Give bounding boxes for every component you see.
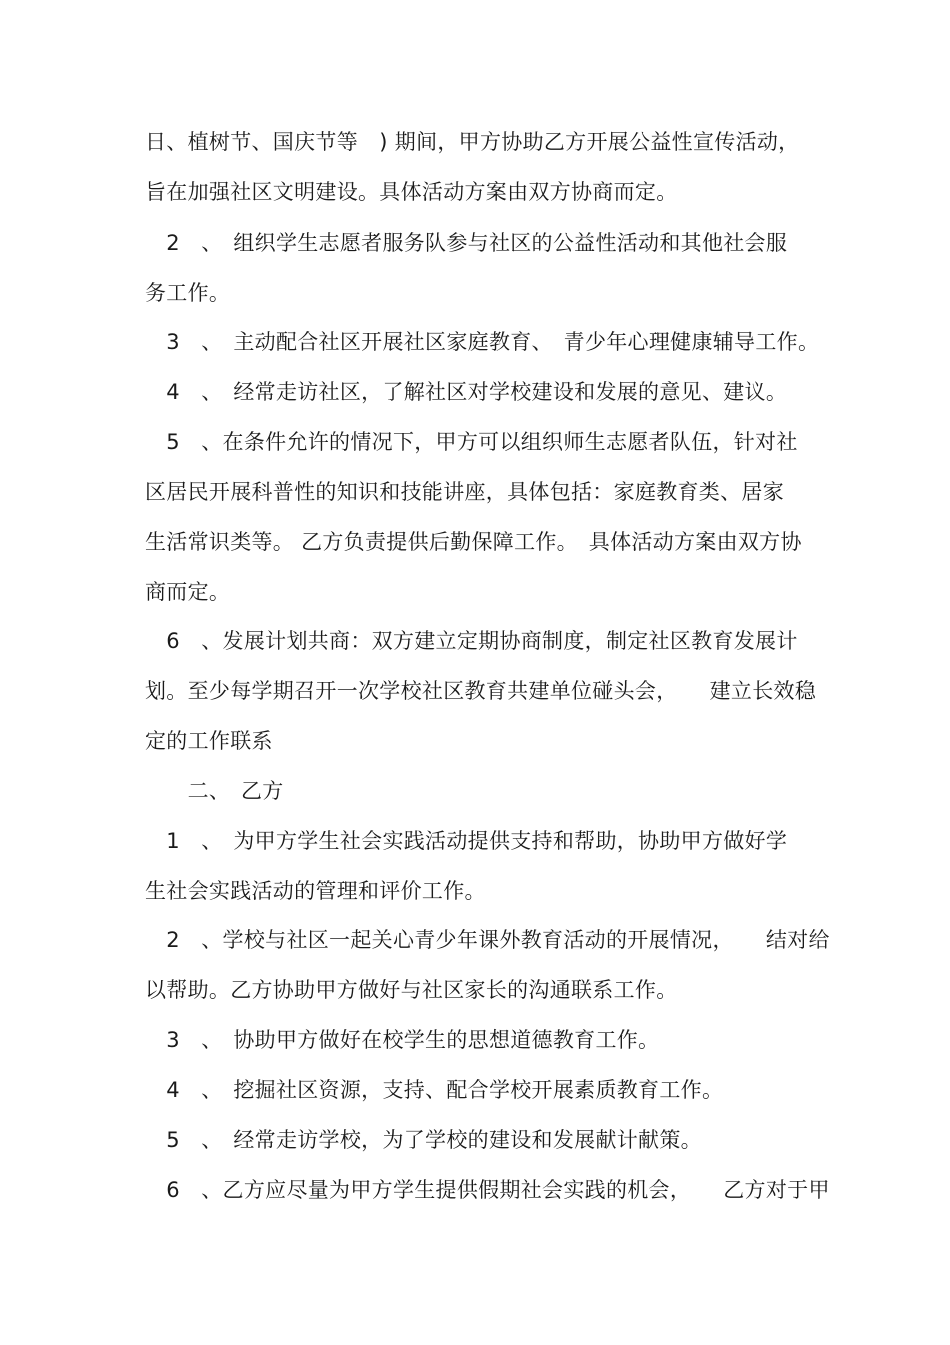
text-line: 商而定。 bbox=[145, 580, 231, 604]
text-line: 日、植树节、国庆节等 ) 期间，甲方协助乙方开展公益性宣传活动， bbox=[145, 130, 800, 154]
text-line: 3 、 协助甲方做好在校学生的思想道德教育工作。 bbox=[145, 1028, 660, 1052]
text-line: 6 、发展计划共商：双方建立定期协商制度，制定社区教育发展计 bbox=[145, 629, 798, 653]
text-line: 务工作。 bbox=[145, 281, 231, 305]
text-line: 以帮助。乙方协助甲方做好与社区家长的沟通联系工作。 bbox=[145, 978, 678, 1002]
text-line: 2 、学校与社区一起关心青少年课外教育活动的开展情况， 结对给 bbox=[145, 928, 830, 952]
text-line: 旨在加强社区文明建设。具体活动方案由双方协商而定。 bbox=[145, 180, 678, 204]
section-heading: 二、 乙方 bbox=[145, 779, 284, 803]
text-line: 1 、 为甲方学生社会实践活动提供支持和帮助，协助甲方做好学 bbox=[145, 829, 788, 853]
text-line: 生活常识类等。 乙方负责提供后勤保障工作。 具体活动方案由双方协 bbox=[145, 530, 802, 554]
text-line: 划。至少每学期召开一次学校社区教育共建单位碰头会， 建立长效稳 bbox=[145, 679, 817, 703]
text-line: 区居民开展科普性的知识和技能讲座，具体包括：家庭教育类、居家 bbox=[145, 480, 784, 504]
text-line: 生社会实践活动的管理和评价工作。 bbox=[145, 879, 486, 903]
text-line: 6 、乙方应尽量为甲方学生提供假期社会实践的机会， 乙方对于甲 bbox=[145, 1178, 830, 1202]
text-line: 4 、 经常走访社区，了解社区对学校建设和发展的意见、建议。 bbox=[145, 380, 788, 404]
text-line: 5 、 经常走访学校，为了学校的建设和发展献计献策。 bbox=[145, 1128, 702, 1152]
text-line: 3 、 主动配合社区开展社区家庭教育、 青少年心理健康辅导工作。 bbox=[145, 330, 820, 354]
text-line: 定的工作联系 bbox=[145, 729, 273, 753]
text-line: 5 、在条件允许的情况下，甲方可以组织师生志愿者队伍，针对社 bbox=[145, 430, 798, 454]
text-line: 4 、 挖掘社区资源，支持、配合学校开展素质教育工作。 bbox=[145, 1078, 724, 1102]
text-line: 2 、 组织学生志愿者服务队参与社区的公益性活动和其他社会服 bbox=[145, 231, 788, 255]
